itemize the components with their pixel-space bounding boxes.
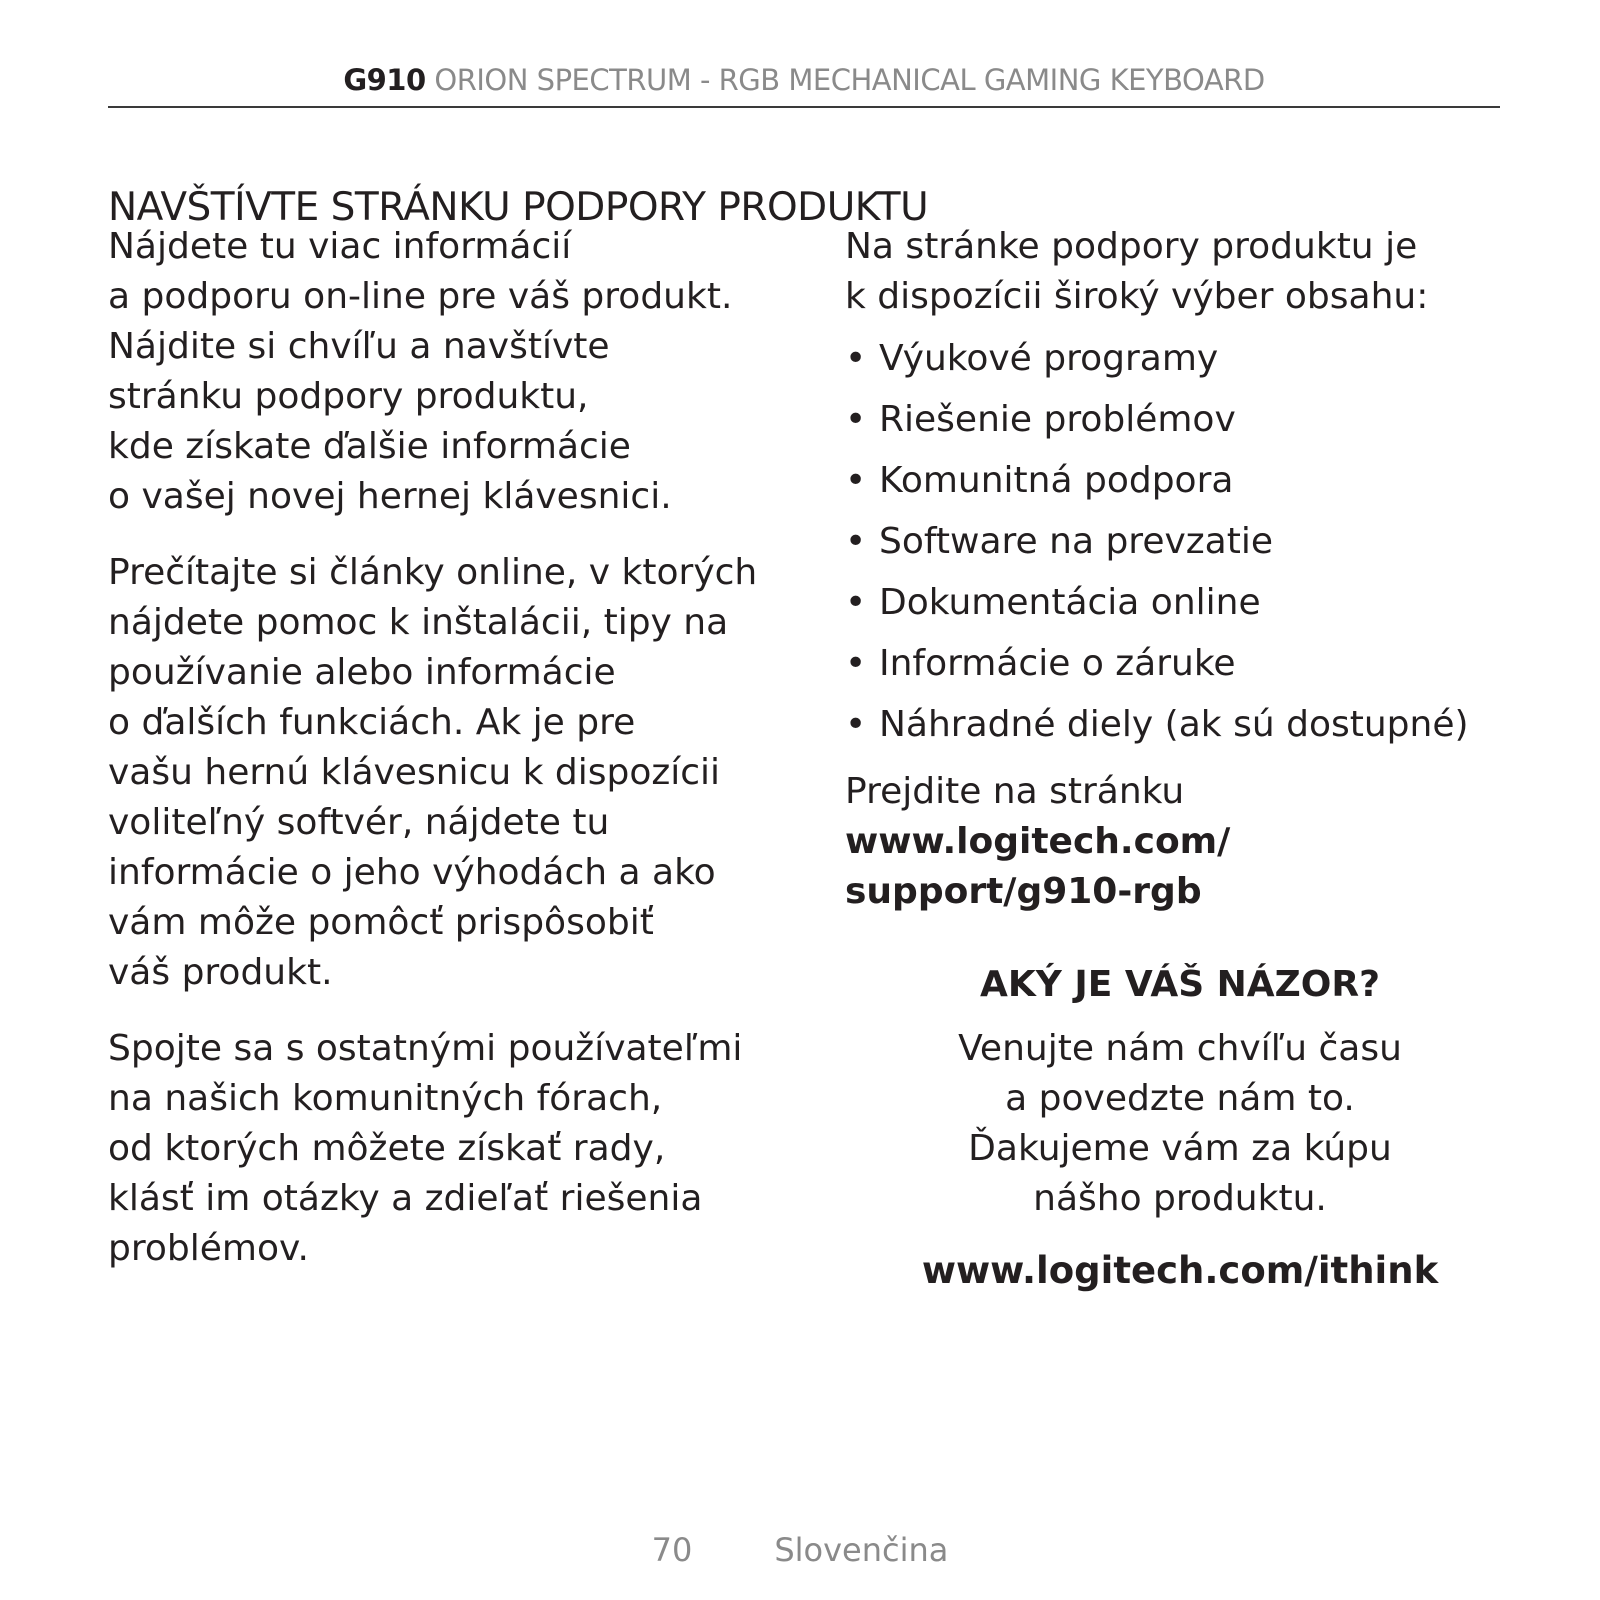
product-model: G910 bbox=[343, 63, 426, 97]
header-divider bbox=[108, 106, 1500, 108]
bullet-icon: • bbox=[845, 338, 867, 379]
intro-paragraph: Nájdete tu viac informácií a podporu on-line pre váš produkt. Nájdite si chvíľu a navštívte stránku podpory produktu, kde získate ďalšie informácie o vašej novej hernej klávesnici. bbox=[108, 226, 733, 517]
right-column bbox=[845, 222, 1565, 917]
product-description: ORION SPECTRUM - RGB MECHANICAL GAMING KEYBOARD bbox=[425, 63, 1265, 97]
content-list bbox=[845, 328, 1565, 755]
bullet-icon: • bbox=[845, 643, 867, 684]
feedback-section bbox=[845, 960, 1515, 1296]
document-header bbox=[108, 62, 1500, 98]
articles-paragraph: Prečítajte si články online, v ktorých nájdete pomoc k inštalácii, tipy na používanie alebo informácie o ďalších funkciách. Ak je pre vašu hernú klávesnicu k dispozícii voliteľný softvér, nájdete tu informácie o jeho výhodách a ako vám môže pomôcť prispôsobiť váš produkt. bbox=[108, 552, 758, 993]
support-link[interactable]: www.logitech.com/ support/g910-rgb bbox=[845, 821, 1231, 912]
language-label: Slovenčina bbox=[774, 1531, 949, 1569]
list-item: • Náhradné diely (ak sú dostupné) bbox=[845, 694, 1565, 755]
goto-text: Prejdite na stránku bbox=[845, 771, 1185, 812]
feedback-title: AKÝ JE VÁŠ NÁZOR? bbox=[980, 964, 1380, 1005]
bullet-icon: • bbox=[845, 460, 867, 501]
community-paragraph: Spojte sa s ostatnými používateľmi na našich komunitných fórach, od ktorých môžete získať rady, klásť im otázky a zdieľať riešenia problémov. bbox=[108, 1028, 743, 1269]
content-intro: Na stránke podpory produktu je k dispozícii široký výber obsahu: bbox=[845, 226, 1429, 317]
list-item: • Výukové programy bbox=[845, 328, 1565, 389]
section-title: NAVŠTÍVTE STRÁNKU PODPORY PRODUKTU bbox=[108, 185, 929, 231]
left-column bbox=[108, 222, 788, 1300]
page-footer bbox=[0, 1530, 1600, 1570]
bullet-icon: • bbox=[845, 399, 867, 440]
list-item: • Software na prevzatie bbox=[845, 511, 1565, 572]
feedback-body: Venujte nám chvíľu času a povedzte nám to. Ďakujeme vám za kúpu nášho produktu. bbox=[958, 1028, 1402, 1219]
list-item: • Komunitná podpora bbox=[845, 450, 1565, 511]
bullet-icon: • bbox=[845, 582, 867, 623]
bullet-icon: • bbox=[845, 521, 867, 562]
list-item: • Riešenie problémov bbox=[845, 389, 1565, 450]
page-number: 70 bbox=[651, 1531, 693, 1569]
list-item: • Dokumentácia online bbox=[845, 572, 1565, 633]
list-item: • Informácie o záruke bbox=[845, 633, 1565, 694]
feedback-link[interactable]: www.logitech.com/ithink bbox=[921, 1249, 1439, 1292]
bullet-icon: • bbox=[845, 704, 867, 745]
